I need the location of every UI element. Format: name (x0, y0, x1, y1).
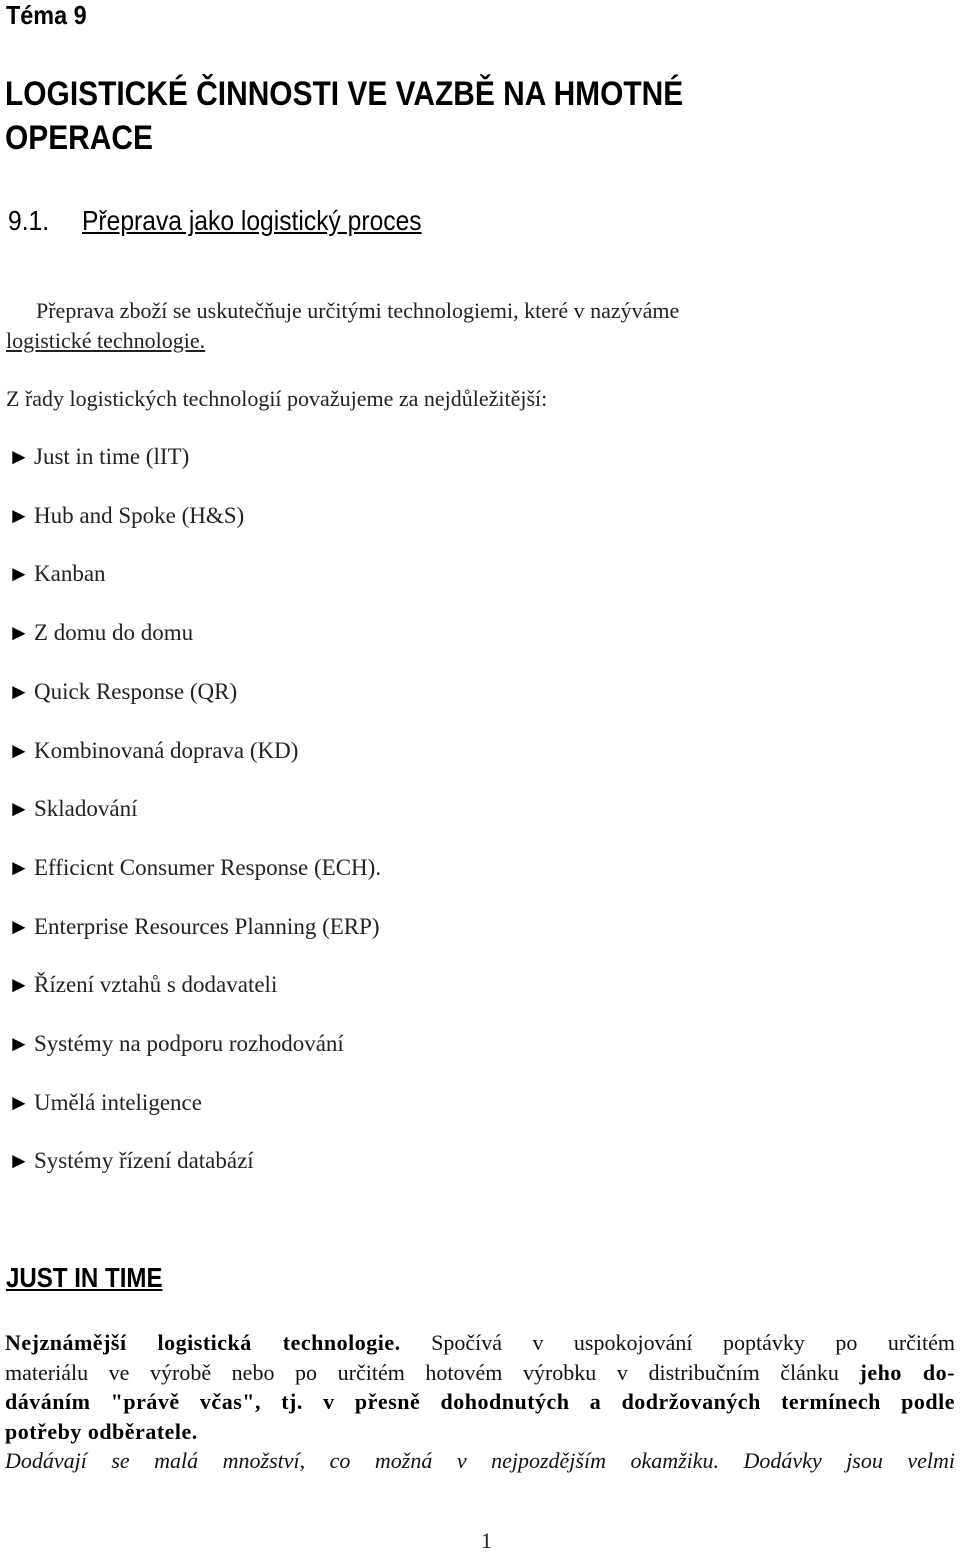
list-item-label: Efficicnt Consumer Response (ECH). (34, 854, 382, 880)
right-pointing-triangle-icon: ► (8, 620, 30, 646)
right-pointing-triangle-icon: ► (8, 913, 30, 939)
list-item-label: Enterprise Resources Planning (ERP) (34, 913, 380, 939)
bold-text: potřeby odběratele. (5, 1418, 198, 1444)
jit-paragraph (5, 1328, 955, 1476)
jit-heading: JUST IN TIME (6, 1262, 163, 1293)
list-item-label: Hub and Spoke (H&S) (34, 502, 245, 528)
list-item (8, 1031, 344, 1057)
list-item (8, 972, 277, 998)
list-item (8, 914, 380, 940)
right-pointing-triangle-icon: ► (8, 854, 30, 880)
page-title (5, 72, 683, 160)
list-item-label: Skladování (34, 796, 138, 822)
right-pointing-triangle-icon: ► (8, 1089, 30, 1115)
list-item-label: Kombinovaná doprava (KD) (34, 737, 299, 763)
list-item-label: Umělá inteligence (34, 1089, 202, 1115)
bold-text: v přesně dohodnutých a dodržovaných termínech podle (302, 1389, 955, 1414)
right-pointing-triangle-icon: ► (8, 1031, 30, 1056)
right-pointing-triangle-icon: ► (8, 444, 30, 469)
right-pointing-triangle-icon: ► (8, 1148, 30, 1174)
list-item-label: Řízení vztahů s dodavateli (34, 972, 278, 998)
list-item (8, 444, 189, 470)
page-title-line-2: OPERACE (5, 119, 153, 157)
right-pointing-triangle-icon: ► (8, 561, 30, 587)
bold-text: jeho do- (859, 1359, 955, 1385)
paragraph-line (5, 1328, 955, 1358)
right-pointing-triangle-icon: ► (8, 502, 30, 528)
list-item-label: Just in time (lIT) (34, 444, 190, 469)
paragraph-line (5, 1446, 955, 1476)
list-item (8, 1090, 202, 1116)
list-item (8, 620, 193, 646)
section-title: Přeprava jako logistický proces (82, 205, 422, 236)
right-pointing-triangle-icon: ► (8, 796, 30, 822)
list-item-label: Systémy na podporu rozhodování (34, 1031, 344, 1056)
paragraph-line (5, 1417, 955, 1447)
page-number: 1 (481, 1528, 492, 1553)
paragraph-text: materiálu ve výrobě nebo po určitém hotovém výrobku v distribučním článku (5, 1359, 860, 1385)
right-pointing-triangle-icon: ► (8, 972, 30, 998)
list-item (8, 738, 298, 764)
italic-text: Dodávají se malá množství, co možná v nejpozdějším okamžiku. Dodávky jsou velmi (5, 1448, 955, 1473)
right-pointing-triangle-icon: ► (8, 737, 30, 763)
bold-text: Nejznámější logistická technologie. (5, 1330, 401, 1355)
section-number: 9.1. (8, 205, 50, 236)
list-item (8, 855, 381, 881)
list-item-label: Kanban (34, 561, 106, 587)
page-title-line-1: LOGISTICKÉ ČINNOSTI VE VAZBĚ NA HMOTNÉ (5, 75, 684, 113)
list-item (8, 561, 106, 587)
list-item-label: Z domu do domu (34, 620, 194, 646)
list-item (8, 1148, 254, 1174)
list-item (8, 503, 244, 529)
list-item (8, 796, 138, 822)
paragraph-line (5, 1387, 955, 1417)
topic-label: Téma 9 (6, 0, 87, 30)
bold-text: dáváním "právě včas", tj. (5, 1389, 303, 1414)
right-pointing-triangle-icon: ► (8, 678, 30, 704)
intro-line-1: Přeprava zboží se uskutečňuje určitými technologiemi, které v nazýváme (36, 298, 680, 323)
list-item-label: Quick Response (QR) (34, 678, 238, 704)
paragraph-line (5, 1358, 955, 1388)
list-item-label: Systémy řízení databází (34, 1148, 254, 1174)
paragraph-text: Spočívá v uspokojování poptávky po určitém (400, 1330, 956, 1355)
intro-line-2: logistické technologie. (6, 328, 206, 353)
list-item (8, 679, 237, 705)
intro-line-3: Z řady logistických technologií považujeme za nejdůležitější: (6, 386, 548, 411)
